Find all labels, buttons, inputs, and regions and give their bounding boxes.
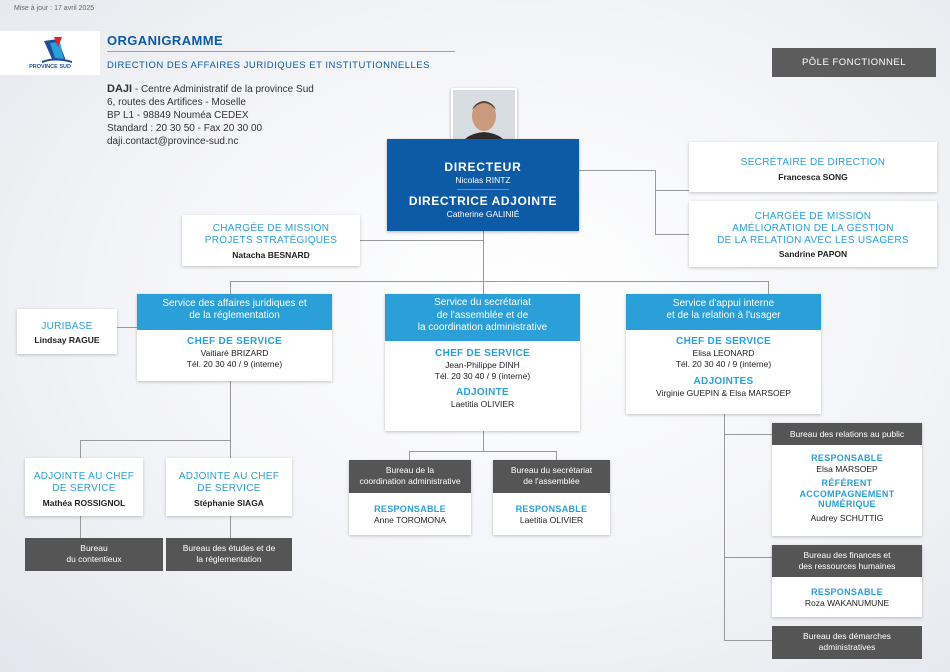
adjointe2-name: Stéphanie SIAGA bbox=[194, 498, 264, 508]
bureau-etudes-l2: la réglementation bbox=[196, 554, 262, 564]
service-appui-header2: et de la relation à l'usager bbox=[666, 310, 781, 321]
service-assemblee-adjoint-name: Laetitia OLIVIER bbox=[450, 399, 515, 409]
bureau-coordination-l1: Bureau de la bbox=[385, 465, 435, 475]
connector-line bbox=[230, 281, 231, 294]
service-appui-card bbox=[626, 294, 821, 414]
bureau-finances-header bbox=[772, 545, 922, 577]
connector-line bbox=[409, 451, 557, 452]
mission-projets-name: Natacha BESNARD bbox=[232, 250, 310, 260]
connector-line bbox=[579, 170, 655, 171]
connector-line bbox=[724, 414, 725, 641]
bureau-demarches-l2: administratives bbox=[818, 642, 876, 652]
logo-text: PROVINCE SUD bbox=[29, 64, 71, 70]
page-subtitle: DIRECTION DES AFFAIRES JURIDIQUES ET INSTITUTIONNELLES bbox=[107, 60, 430, 71]
contact-block bbox=[107, 83, 314, 148]
connector-line bbox=[556, 451, 557, 460]
bureau-contentieux-l1: Bureau bbox=[80, 543, 108, 553]
bureau-relations-resp-label: RESPONSABLE bbox=[811, 453, 883, 463]
adjointe1-name: Mathéa ROSSIGNOL bbox=[42, 498, 126, 508]
connector-line bbox=[117, 327, 137, 328]
service-assemblee-chef-label: CHEF DE SERVICE bbox=[435, 348, 530, 359]
service-assemblee-header1: Service du secrétariat bbox=[434, 297, 531, 308]
contact-org: DAJI bbox=[107, 83, 133, 95]
secretaire-name: Francesca SONG bbox=[778, 172, 848, 182]
service-assemblee-card bbox=[385, 294, 580, 431]
service-juridique-chef-name: Vaitiaré BRIZARD bbox=[200, 348, 269, 358]
mission-usagers-name: Sandrine PAPON bbox=[778, 249, 848, 259]
service-juridique-chef-label: CHEF DE SERVICE bbox=[187, 336, 282, 347]
mission-projets-card bbox=[182, 215, 360, 266]
service-juridique-header2: de la réglementation bbox=[189, 310, 280, 321]
bureau-demarches-l1: Bureau des démarches bbox=[803, 631, 891, 641]
bureau-relations-header: Bureau des relations au public bbox=[772, 423, 922, 445]
secretaire-title: SECRÉTAIRE DE DIRECTION bbox=[740, 157, 886, 168]
service-juridique-tel: Tél. 20 30 40 / 9 (interne) bbox=[186, 359, 283, 369]
bureau-secretariat-resp-label: RESPONSABLE bbox=[515, 504, 588, 514]
bureau-coordination-resp-label: RESPONSABLE bbox=[374, 504, 446, 514]
juribase-title: JURIBASE bbox=[41, 321, 93, 332]
service-assemblee-tel: Tél. 20 30 40 / 9 (interne) bbox=[434, 371, 531, 381]
service-appui-adjoint-name: Virginie GUEPIN & Elsa MARSOEP bbox=[656, 388, 791, 398]
page-title: ORGANIGRAMME bbox=[107, 33, 224, 48]
bureau-coordination-l2: coordination administrative bbox=[359, 476, 461, 486]
bureau-etudes-l1: Bureau des études et de bbox=[182, 543, 276, 553]
director-name: Nicolas RINTZ bbox=[455, 175, 511, 185]
adjointe-card-1 bbox=[25, 458, 143, 516]
bureau-etudes bbox=[166, 538, 292, 571]
connector-line bbox=[409, 451, 410, 460]
bureau-relations-card bbox=[772, 423, 922, 536]
connector-line bbox=[80, 440, 230, 441]
mission-projets-title1: CHARGÉE DE MISSION bbox=[212, 223, 330, 234]
service-appui-header1: Service d'appui interne bbox=[672, 298, 775, 309]
connector-line bbox=[655, 234, 689, 235]
contact-phone: Standard : 20 30 50 - Fax 20 30 00 bbox=[107, 123, 263, 134]
bureau-finances-l2: des ressources humaines bbox=[798, 561, 896, 571]
service-appui-chef-label: CHEF DE SERVICE bbox=[676, 336, 771, 347]
bureau-contentieux-l2: du contentieux bbox=[66, 554, 122, 564]
connector-line bbox=[724, 434, 772, 435]
director-title: DIRECTEUR bbox=[444, 160, 522, 174]
deputy-title: DIRECTRICE ADJOINTE bbox=[408, 194, 558, 208]
service-assemblee-header bbox=[385, 294, 580, 341]
bureau-relations-ref2: ACCOMPAGNEMENT bbox=[799, 488, 895, 499]
bureau-coordination-card bbox=[349, 460, 471, 535]
connector-line bbox=[655, 190, 689, 191]
service-assemblee-adjoint-label: ADJOINTE bbox=[456, 387, 509, 398]
adjointe2-title1: ADJOINTE AU CHEF bbox=[178, 471, 280, 482]
connector-line bbox=[230, 380, 231, 440]
bureau-relations-resp-name: Elsa MARSOEP bbox=[816, 464, 878, 474]
bureau-finances-card bbox=[772, 545, 922, 617]
juribase-card bbox=[17, 309, 117, 354]
connector-line bbox=[230, 281, 768, 282]
bureau-finances-l1: Bureau des finances et bbox=[803, 550, 891, 560]
service-assemblee-header2: de l'assemblée et de bbox=[436, 309, 529, 321]
bureau-demarches bbox=[772, 626, 922, 659]
connector-line bbox=[724, 640, 772, 641]
bureau-finances-resp-label: RESPONSABLE bbox=[811, 587, 883, 597]
connector-line bbox=[230, 516, 231, 538]
mission-usagers-title3: DE LA RELATION AVEC LES USAGERS bbox=[717, 235, 909, 246]
connector-line bbox=[230, 440, 231, 458]
bureau-relations-ref1: RÉFÉRENT bbox=[821, 478, 873, 488]
service-appui-tel: Tél. 20 30 40 / 9 (interne) bbox=[675, 359, 772, 369]
contact-bp: BP L1 - 98849 Nouméa CEDEX bbox=[107, 110, 249, 121]
connector-line bbox=[483, 231, 484, 295]
adjointe1-title2: DE SERVICE bbox=[52, 483, 116, 494]
service-appui-header bbox=[626, 294, 821, 330]
service-assemblee-header3: la coordination administrative bbox=[417, 322, 548, 333]
service-appui-chef-name: Elisa LEONARD bbox=[692, 348, 755, 358]
director-box bbox=[387, 139, 579, 231]
adjointe1-title1: ADJOINTE AU CHEF bbox=[33, 471, 135, 482]
service-appui-adjoint-label: ADJOINTES bbox=[693, 376, 754, 387]
title-divider bbox=[107, 51, 455, 52]
service-juridique-card bbox=[137, 294, 332, 381]
mission-projets-title2: PROJETS STRATÉGIQUES bbox=[204, 235, 338, 246]
bureau-secretariat-l2: de l'assemblée bbox=[523, 476, 580, 486]
bureau-coordination-header bbox=[349, 460, 471, 493]
contact-address: 6, routes des Artifices - Moselle bbox=[107, 97, 246, 108]
bureau-secretariat-resp-name: Laetitia OLIVIER bbox=[519, 515, 584, 525]
bureau-contentieux bbox=[25, 538, 163, 571]
bureau-relations-ref3: NUMÉRIQUE bbox=[818, 499, 876, 509]
juribase-name: Lindsay RAGUE bbox=[34, 335, 100, 345]
province-sud-logo bbox=[0, 31, 100, 75]
connector-line bbox=[483, 431, 484, 451]
connector-line bbox=[80, 516, 81, 538]
director-divider bbox=[457, 189, 509, 190]
connector-line bbox=[655, 170, 656, 235]
service-juridique-header1: Service des affaires juridiques et bbox=[162, 298, 307, 309]
connector-line bbox=[768, 281, 769, 294]
bureau-relations-ref-name: Audrey SCHUTTIG bbox=[810, 512, 884, 523]
bureau-coordination-resp-name: Anne TOROMONA bbox=[374, 515, 446, 525]
connector-line bbox=[724, 557, 772, 558]
contact-email[interactable]: daji.contact@province-sud.nc bbox=[107, 136, 239, 147]
mission-usagers-title2: AMÉLIORATION DE LA GESTION bbox=[732, 223, 894, 234]
connector-line bbox=[80, 440, 81, 458]
bureau-finances-resp-name: Roza WAKANUMUNE bbox=[804, 598, 890, 608]
bureau-secretariat-l1: Bureau du secrétariat bbox=[510, 465, 593, 475]
service-assemblee-chef-name: Jean-Philippe DINH bbox=[445, 360, 520, 370]
adjointe2-title2: DE SERVICE bbox=[197, 483, 261, 494]
contact-org-rest: - Centre Administratif de la province Sud bbox=[132, 84, 314, 95]
mission-usagers-card bbox=[689, 201, 937, 267]
service-juridique-header bbox=[137, 294, 332, 330]
pole-badge: PÔLE FONCTIONNEL bbox=[772, 48, 936, 77]
secretaire-card bbox=[689, 142, 937, 192]
adjointe-card-2 bbox=[166, 458, 292, 516]
bureau-secretariat-header bbox=[493, 460, 610, 493]
deputy-name: Catherine GALINIÉ bbox=[446, 209, 520, 219]
mission-usagers-title1: CHARGÉE DE MISSION bbox=[754, 211, 872, 222]
bureau-secretariat-card bbox=[493, 460, 610, 535]
update-date: Mise à jour : 17 avril 2025 bbox=[14, 5, 95, 12]
